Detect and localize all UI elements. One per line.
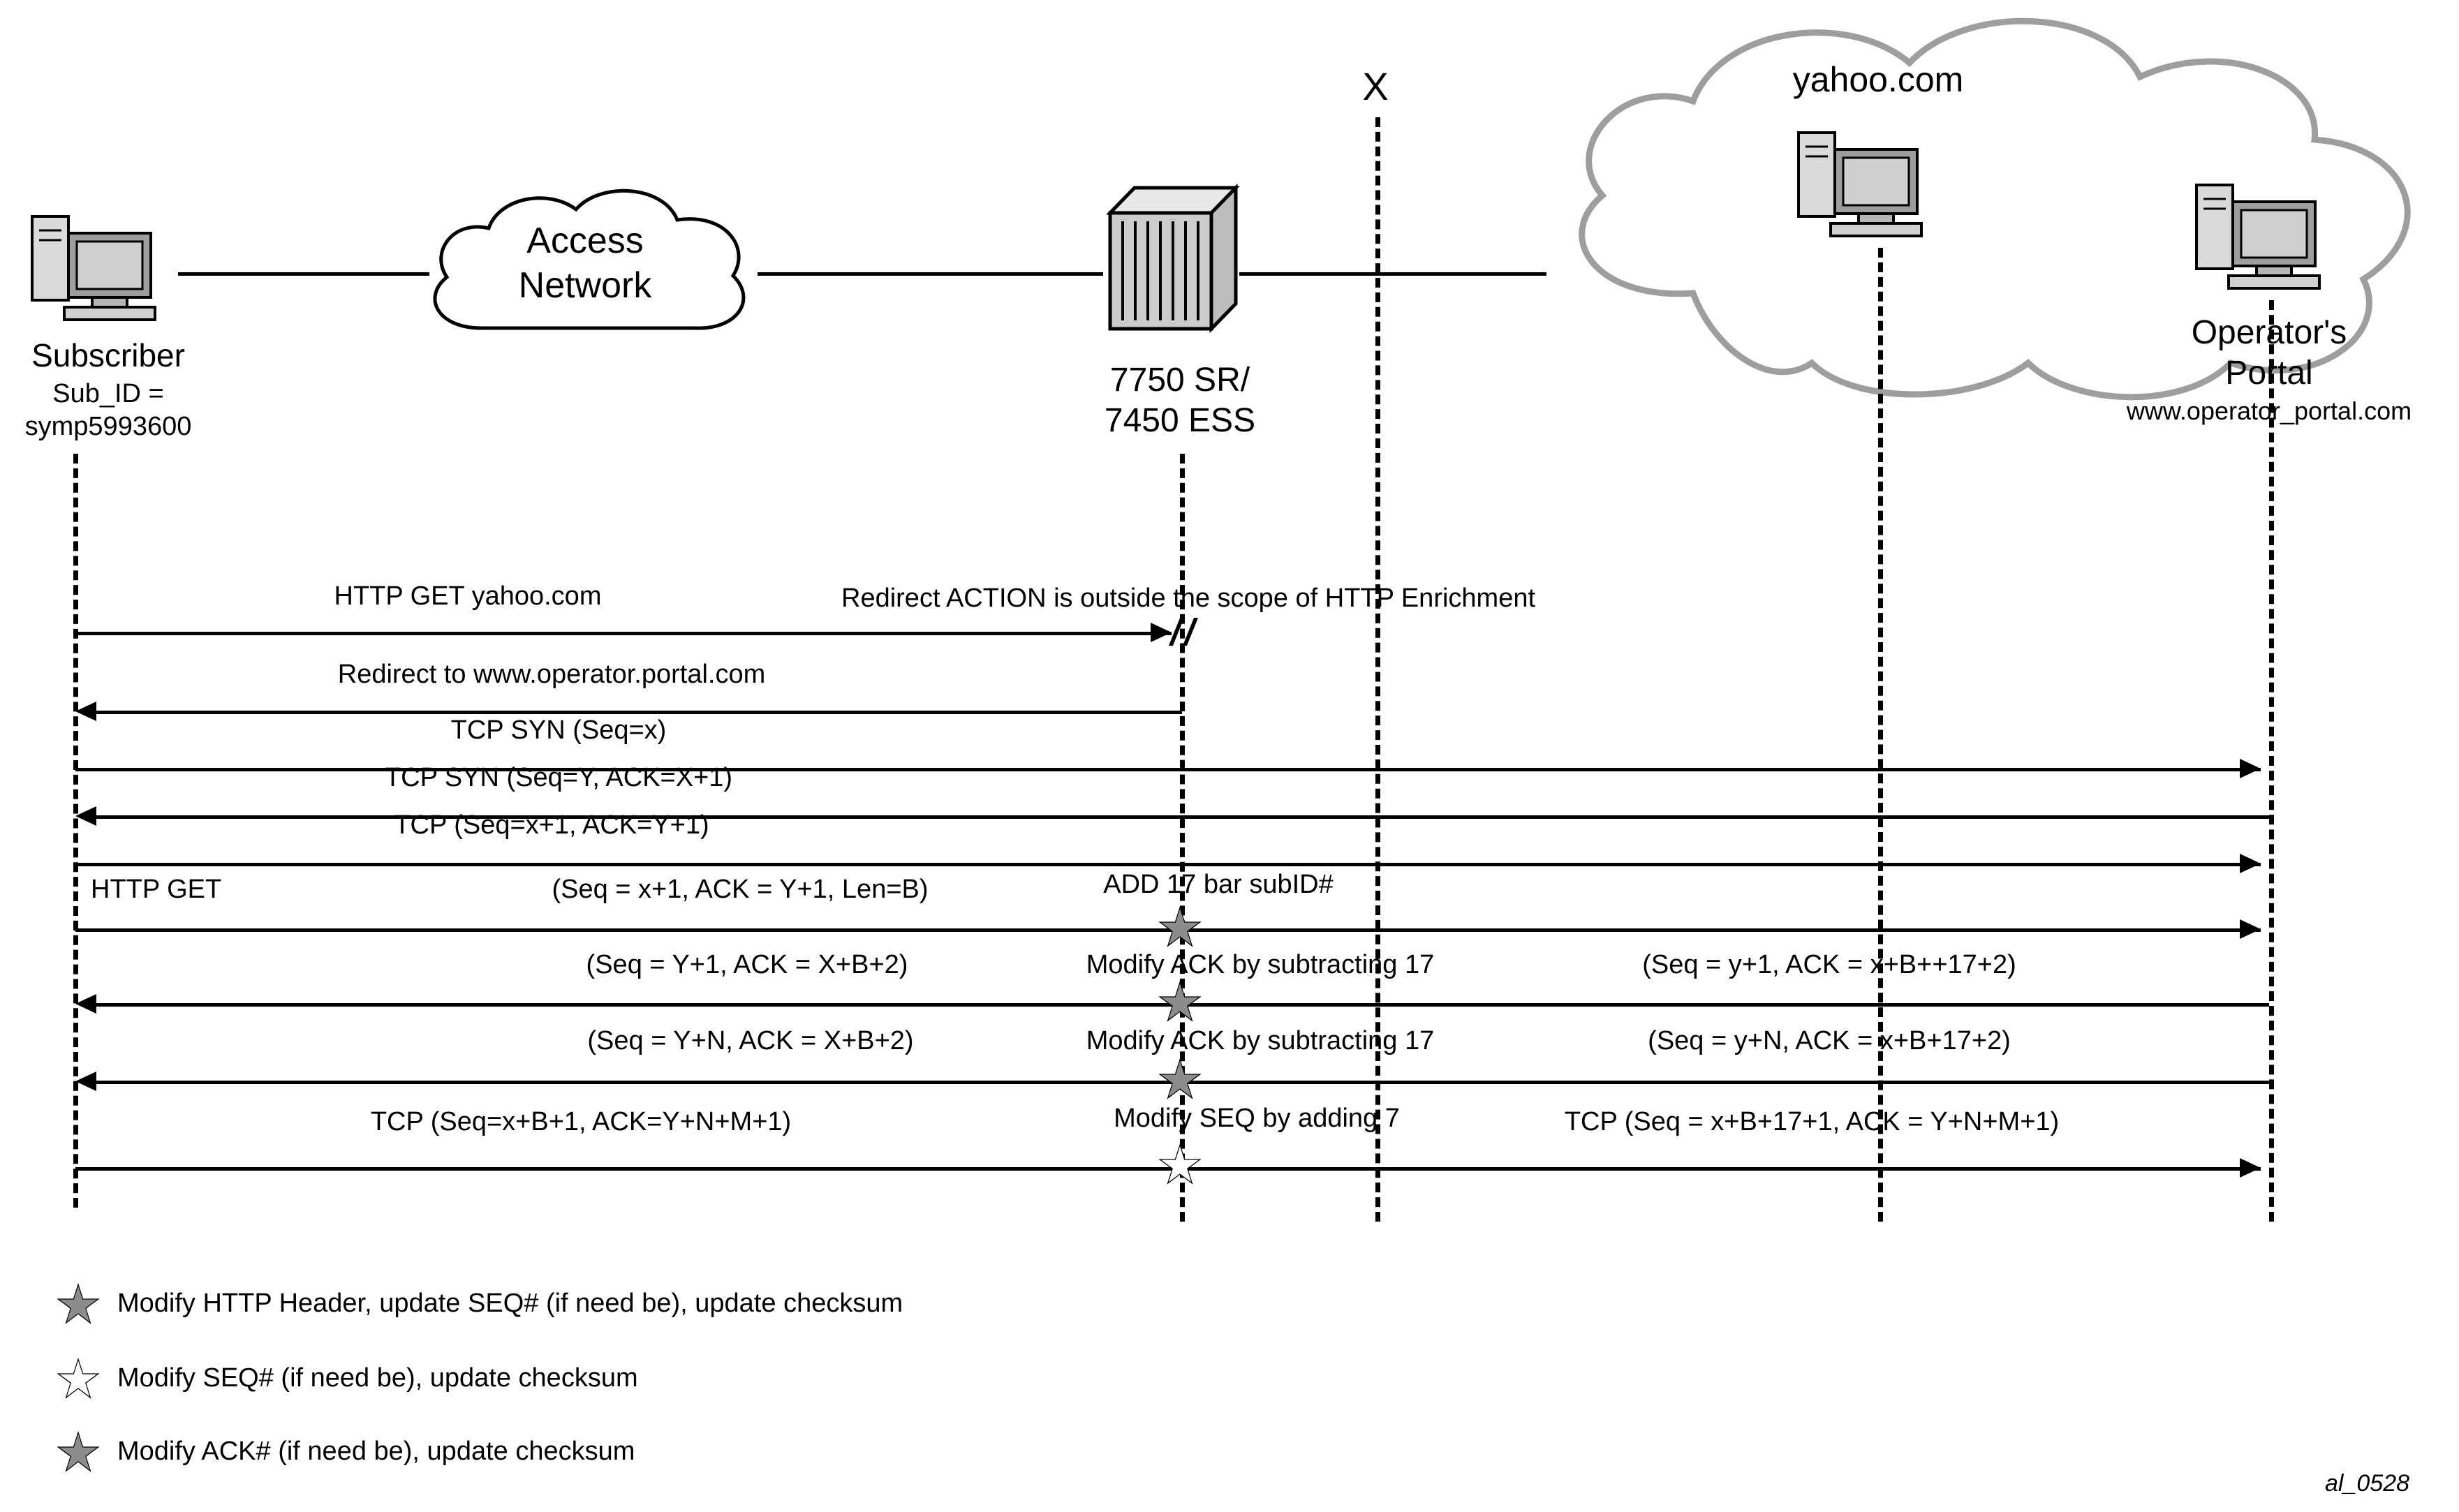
message-label-m7-action: Modify ACK by subtracting 17 [1086,950,1435,979]
portal-url: www.operator_portal.com [2126,396,2412,425]
message-label-m8-right: (Seq = y+N, ACK = x+B+17+2) [1648,1026,2011,1055]
arrowhead-m4 [75,806,96,826]
subscriber-subid-value: symp5993600 [24,412,192,441]
access-network-line1: Access [526,221,644,261]
link-router-internet [1239,272,1546,276]
legend-text-3: Modify ACK# (if need be), update checksum [117,1437,635,1466]
figure-id: al_0528 [2325,1470,2410,1497]
router-icon [1103,178,1243,339]
arrowhead-m3 [2240,759,2261,778]
router-line1: 7750 SR/ [1109,362,1250,399]
computer-icon [28,209,175,332]
message-label-m6-left: HTTP GET [91,875,222,904]
arrowhead-m7 [75,994,96,1014]
legend-marker-2 [56,1358,101,1402]
message-label-m6-mid: (Seq = x+1, ACK = Y+1, Len=B) [552,875,929,904]
message-label-m9-mid: TCP (Seq=x+B+1, ACK=Y+N+M+1) [370,1107,792,1136]
boundary-marker: X [1362,64,1389,108]
legend-text-1: Modify HTTP Header, update SEQ# (if need be), update checksum [117,1289,903,1318]
note-redirect-scope: Redirect ACTION is outside the scope of HTTP Enrichment [841,584,1536,613]
lifeline-boundary [1375,117,1380,1222]
access-network-line2: Network [518,265,652,306]
legend-marker-1 [56,1283,101,1328]
marker-star-grey-m8 [1158,1058,1202,1103]
portal-computer-icon [2192,178,2339,300]
router-line2: 7450 ESS [1104,402,1256,439]
stop-slash-2 [1183,618,1198,646]
legend-text-2: Modify SEQ# (if need be), update checksum [117,1363,638,1393]
arrowhead-m9 [2240,1158,2261,1178]
link-subscriber-access [178,272,429,276]
message-label-m3: TCP SYN (Seq=x) [450,716,667,745]
marker-star-grey-m6 [1158,906,1202,951]
message-label-m9-right: TCP (Seq = x+B+17+1, ACK = Y+N+M+1) [1564,1107,2060,1136]
yahoo-computer-icon [1794,126,1941,248]
arrowhead-m5 [2240,854,2261,873]
message-label-m9-action: Modify SEQ by adding 7 [1114,1104,1400,1133]
message-label-m8-mid: (Seq = Y+N, ACK = X+B+2) [587,1026,914,1055]
arrowhead-m2 [75,702,96,721]
subscriber-title: Subscriber [31,337,185,373]
yahoo-label: yahoo.com [1792,60,1964,99]
lifeline-subscriber [73,454,78,1208]
message-label-m8-action: Modify ACK by subtracting 17 [1086,1026,1435,1055]
message-label-m2: Redirect to www.operator.portal.com [337,660,766,689]
message-label-m7-right: (Seq = y+1, ACK = x+B++17+2) [1642,950,2016,979]
portal-line2: Portal [2225,355,2313,392]
legend-marker-3 [56,1431,101,1476]
arrowhead-m8 [75,1072,96,1091]
message-label-m7-mid: (Seq = Y+1, ACK = X+B+2) [586,950,908,979]
message-label-m1: HTTP GET yahoo.com [334,581,602,611]
arrowhead-m1 [1151,623,1172,642]
marker-star-grey-m7 [1158,981,1202,1025]
message-label-m6-action: ADD 17 bar subID# [1103,870,1334,899]
message-line-m1 [75,632,1172,635]
message-line-m5 [75,863,2261,866]
message-label-m5: TCP (Seq=x+1, ACK=Y+1) [394,810,709,840]
portal-line1: Operator's [2191,314,2347,351]
subscriber-subid-label: Sub_ID = [52,379,164,408]
lifeline-yahoo [1878,248,1883,1222]
lifeline-portal [2269,300,2274,1222]
message-label-m4: TCP SYN (Seq=Y, ACK=X+1) [384,763,733,792]
marker-star-white-m9 [1158,1143,1202,1188]
arrowhead-m6 [2240,919,2261,939]
message-line-m2 [96,711,1182,714]
link-access-router [758,272,1103,276]
